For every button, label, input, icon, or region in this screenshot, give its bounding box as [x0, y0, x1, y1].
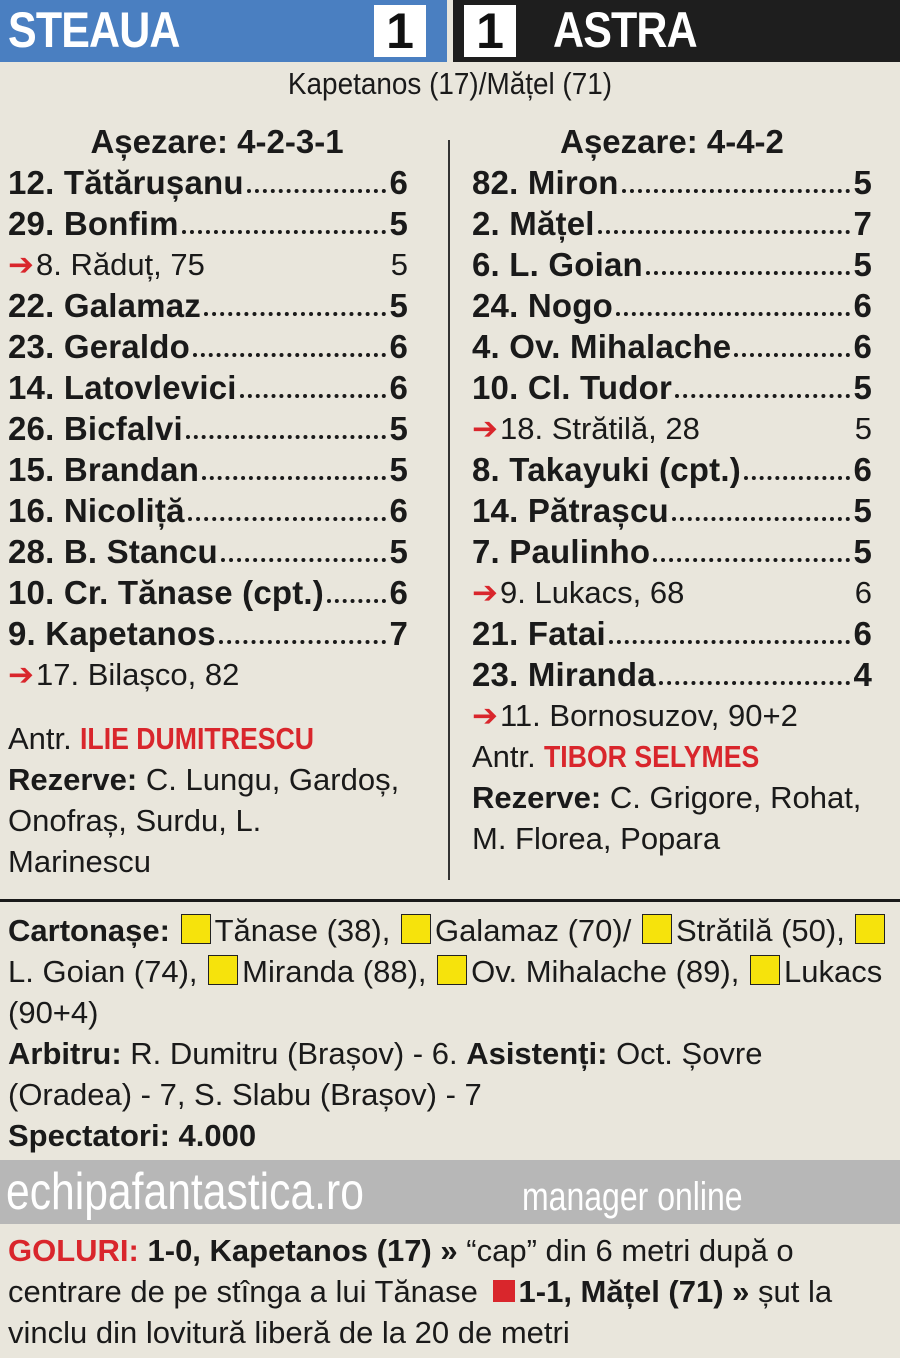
substitution-arrow-icon: ➔ — [472, 411, 498, 446]
player-grade: 5 — [389, 533, 408, 570]
player-row — [472, 285, 872, 326]
yellow-card-icon — [208, 955, 238, 985]
player-row — [8, 203, 408, 244]
substitution-arrow-icon: ➔ — [472, 575, 498, 610]
player-grade: 5 — [853, 246, 872, 283]
card-entry: Tănase (38), — [214, 913, 391, 948]
red-square-icon — [493, 1280, 515, 1302]
yellow-card-icon — [437, 955, 467, 985]
card-entry: Ov. Mihalache (89), — [471, 954, 740, 989]
brand-banner[interactable] — [0, 1160, 900, 1224]
substitution-arrow-icon: ➔ — [472, 698, 498, 733]
dot-leader — [622, 181, 851, 193]
home-lineup — [8, 122, 408, 882]
player-row — [472, 244, 872, 285]
spectators-label: Spectatori: — [8, 1118, 170, 1153]
match-header — [0, 0, 900, 62]
separator-icon: » — [440, 1233, 458, 1268]
player-row — [472, 367, 872, 408]
player-grade: 7 — [389, 615, 408, 652]
home-player-list — [8, 162, 408, 695]
player-row — [8, 613, 408, 654]
home-reserves — [8, 759, 408, 882]
player-row — [8, 531, 408, 572]
yellow-card-icon — [855, 914, 885, 944]
referee-label: Arbitru: — [8, 1036, 122, 1071]
player-name: 8. Takayuki (cpt.) — [472, 451, 741, 488]
away-reserves-list: C. Grigore, Rohat, M. Florea, Popara — [472, 780, 862, 856]
dot-leader — [188, 509, 387, 521]
player-name: 82. Miron — [472, 164, 619, 201]
player-name: 14. Pătrașcu — [472, 492, 669, 529]
dot-leader — [186, 427, 387, 439]
home-coach-name: ILIE DUMITRESCU — [80, 721, 315, 756]
player-grade: 6 — [389, 574, 408, 611]
home-reserves-list: C. Lungu, Gardoș, Onofraș, Surdu, L. Marinescu — [8, 762, 400, 879]
player-grade: 5 — [389, 451, 408, 488]
player-row — [8, 490, 408, 531]
substitution-arrow-icon: ➔ — [8, 247, 34, 282]
home-coach — [8, 718, 408, 759]
player-row — [8, 162, 408, 203]
player-name: 29. Bonfim — [8, 205, 179, 242]
card-entry: Lukacs (90+4) — [8, 954, 883, 1030]
player-row — [472, 490, 872, 531]
player-row — [8, 326, 408, 367]
reserves-label: Rezerve: — [472, 780, 602, 815]
dot-leader — [653, 550, 850, 562]
player-grade: 6 — [389, 164, 408, 201]
player-name: 24. Nogo — [472, 287, 613, 324]
dot-leader — [240, 386, 387, 398]
player-grade: 6 — [389, 492, 408, 529]
cards-label: Cartonașe: — [8, 913, 170, 948]
substitute-row — [8, 654, 408, 695]
goals-section — [8, 1230, 893, 1353]
player-row — [8, 572, 408, 613]
player-row — [8, 449, 408, 490]
brand-tagline: manager online — [522, 1175, 743, 1219]
dot-leader — [646, 263, 851, 275]
substitute-row — [472, 408, 872, 449]
player-row — [472, 162, 872, 203]
assistants-label: Asistenți: — [466, 1036, 608, 1071]
away-team-name: ASTRA — [553, 2, 697, 58]
player-grade: 5 — [389, 410, 408, 447]
dot-leader — [672, 509, 851, 521]
dot-leader — [202, 468, 386, 480]
player-grade: 4 — [853, 656, 872, 693]
home-score: 1 — [374, 5, 426, 57]
player-name: 14. Latovlevici — [8, 369, 237, 406]
player-row — [472, 613, 872, 654]
player-name: 11. Bornosuzov, 90+2 — [499, 698, 798, 733]
player-row — [472, 654, 872, 695]
player-row — [472, 531, 872, 572]
substitute-row — [472, 572, 872, 613]
assistants-value: Oct. Șovre (Oradea) - 7, S. Slabu (Brașov) - 7 — [8, 1036, 763, 1112]
away-coach — [472, 736, 872, 777]
player-grade: 5 — [854, 411, 872, 446]
player-grade: 5 — [390, 247, 408, 282]
player-name: 17. Bilașco, 82 — [35, 657, 240, 692]
player-name: 18. Strătilă, 28 — [499, 411, 700, 446]
player-name: 2. Mățel — [472, 205, 595, 242]
coach-label: Antr. — [8, 721, 72, 756]
player-grade: 6 — [853, 287, 872, 324]
player-row — [8, 408, 408, 449]
spacer — [8, 695, 408, 718]
player-row — [472, 449, 872, 490]
dot-leader — [659, 673, 851, 685]
player-name: 9. Kapetanos — [8, 615, 216, 652]
yellow-card-icon — [401, 914, 431, 944]
player-grade: 5 — [853, 492, 872, 529]
player-name: 15. Brandan — [8, 451, 200, 488]
player-row — [8, 367, 408, 408]
away-lineup — [472, 122, 872, 859]
dot-leader — [193, 345, 386, 357]
spectators-value: 4.000 — [178, 1118, 257, 1153]
home-team-name: STEAUA — [8, 2, 180, 58]
dot-leader — [221, 550, 387, 562]
player-name: 6. L. Goian — [472, 246, 643, 283]
player-name: 10. Cr. Tănase (cpt.) — [8, 574, 324, 611]
player-name: 4. Ov. Mihalache — [472, 328, 732, 365]
dot-leader — [204, 304, 386, 316]
player-name: 22. Galamaz — [8, 287, 201, 324]
goal-2: 1-1, Mățel (71) — [518, 1274, 724, 1309]
dot-leader — [616, 304, 850, 316]
card-entry: Galamaz (70)/ — [434, 913, 632, 948]
dot-leader — [182, 222, 387, 234]
substitution-arrow-icon: ➔ — [8, 657, 34, 692]
player-grade: 6 — [853, 615, 872, 652]
brand-site-name[interactable]: echipafantastica.ro — [6, 1163, 364, 1221]
dot-leader — [598, 222, 851, 234]
player-row — [8, 285, 408, 326]
goal-1: 1-0, Kapetanos (17) — [147, 1233, 432, 1268]
dot-leader — [734, 345, 850, 357]
away-player-list — [472, 162, 872, 736]
home-formation: Așezare: 4-2-3-1 — [90, 123, 344, 160]
section-divider — [0, 899, 900, 902]
yellow-card-icon — [750, 955, 780, 985]
player-row — [472, 203, 872, 244]
player-name: 23. Geraldo — [8, 328, 190, 365]
goals-label: GOLURI: — [8, 1233, 139, 1268]
away-reserves — [472, 777, 872, 859]
card-entry: L. Goian (74), — [8, 954, 198, 989]
player-name: 12. Tătărușanu — [8, 164, 244, 201]
goal-1-description: “cap” din 6 metri după o centrare de pe stînga a lui Tănase — [8, 1233, 794, 1309]
player-grade: 5 — [853, 533, 872, 570]
yellow-card-icon — [181, 914, 211, 944]
player-name: 28. B. Stancu — [8, 533, 218, 570]
player-grade: 5 — [853, 369, 872, 406]
card-entry: Strătilă (50), — [675, 913, 845, 948]
away-formation: Așezare: 4-4-2 — [560, 123, 784, 160]
player-name: 9. Lukacs, 68 — [499, 575, 685, 610]
player-grade: 6 — [853, 328, 872, 365]
player-grade: 7 — [853, 205, 872, 242]
player-name: 8. Răduț, 75 — [35, 247, 205, 282]
away-score: 1 — [464, 5, 516, 57]
player-grade: 6 — [389, 369, 408, 406]
player-grade: 6 — [853, 451, 872, 488]
card-entry: Miranda (88), — [242, 954, 427, 989]
player-grade: 6 — [854, 575, 872, 610]
separator-icon: » — [732, 1274, 750, 1309]
goal-2-description: șut la vinclu din lovitură liberă de la 20 de metri — [8, 1274, 833, 1350]
player-grade: 6 — [389, 328, 408, 365]
substitute-row — [8, 244, 408, 285]
player-grade: 5 — [853, 164, 872, 201]
substitute-row — [472, 695, 872, 736]
yellow-card-icon — [642, 914, 672, 944]
player-grade: 5 — [389, 205, 408, 242]
goal-scorers: Kapetanos (17)/Mățel (71) — [287, 66, 613, 101]
player-name: 23. Miranda — [472, 656, 656, 693]
referee-value: R. Dumitru (Brașov) - 6. — [130, 1036, 458, 1071]
player-name: 10. Cl. Tudor — [472, 369, 673, 406]
dot-leader — [609, 632, 851, 644]
player-name: 26. Bicfalvi — [8, 410, 183, 447]
player-name: 21. Fatai — [472, 615, 606, 652]
dot-leader — [247, 181, 387, 193]
player-grade: 5 — [389, 287, 408, 324]
reserves-label: Rezerve: — [8, 762, 138, 797]
player-name: 7. Paulinho — [472, 533, 651, 570]
match-info — [8, 910, 893, 1156]
coach-label: Antr. — [472, 739, 536, 774]
player-row — [472, 326, 872, 367]
column-divider — [448, 140, 450, 880]
dot-leader — [744, 468, 851, 480]
dot-leader — [219, 632, 387, 644]
dot-leader — [675, 386, 850, 398]
dot-leader — [327, 591, 386, 603]
player-name: 16. Nicoliță — [8, 492, 185, 529]
away-coach-name: TIBOR SELYMES — [544, 739, 760, 774]
